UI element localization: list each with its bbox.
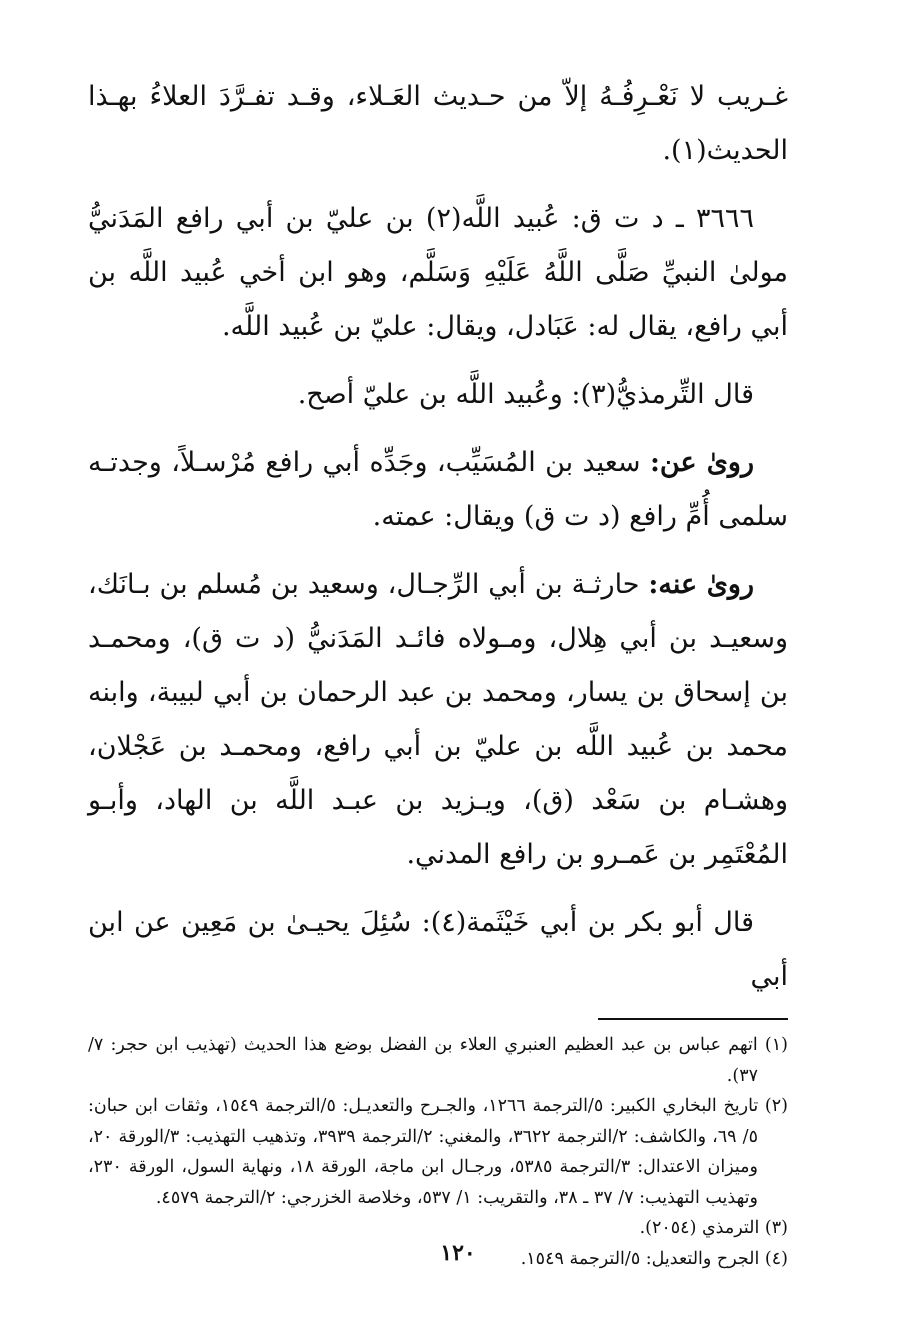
page-content: [88, 70, 788, 1274]
page-number: ١٢٠: [440, 1240, 476, 1266]
tirmidhi-remark: قال التِّرمذيُّ(٣): وعُبيد اللَّه بن عليّ أصح.: [297, 379, 754, 410]
footnote-3: (٣) الترمذي (٢٠٥٤).: [639, 1218, 788, 1238]
footnote-2: (٢) تاريخ البخاري الكبير: ٥/الترجمة ١٢٦٦، والجـرح والتعديـل: ٥/الترجمة ١٥٤٩، وثقات ابن حبان: ٥/ ٦٩، والكاشف: ٢/الترجمة ٣٦٢٢، والمغني: ٢/الترجمة ٣٩٣٩، وتذهيب التهذيب: ٣/الورقة ٢٠، وميزان الاعتدال: ٣/الترجمة ٥٣٨٥، ورجـال ابن ماجة، الورقة ١٨، ونهاية السول، الورقة ٢٣٠، وتهذيب التهذيب: ٧/ ٣٧ ـ ٣٨، والتقريب: ١/ ٥٣٧، وخلاصة الخزرجي: ٢/الترجمة ٤٥٧٩.: [88, 1096, 788, 1208]
paragraph-1: غـريب لا نَعْـرِفُـهُ إلاّ من حـديث العَـلاء، وقـد تفـرَّدَ العلاءُ بهـذا الحديث(١).: [88, 81, 788, 166]
narrated-from-text: سعيد بن المُسَيِّب، وجَدِّه أبي رافع مُرْسـلاً، وجدتـه سلمى أُمِّ رافع (د ت ق) ويقال: عمته.: [88, 447, 788, 532]
narrated-by-text: حارثـة بن أبي الرِّجـال، وسعيد بن مُسلم بن بـانَك، وسعيـد بن أبي هِلال، ومـولاه فائـد المَدَنيُّ (د ت ق)، ومحمـد بن إسحاق بن يسار، ومحمد بن عبد الرحمان بن أبي لبيبة، وابنه محمد بن عُبيد اللَّه بن عليّ بن أبي رافع، ومحمـد بن عَجْلان، وهشـام بن سَعْد (ق)، ويـزيد بن عبـد اللَّه بن الهاد، وأبـو المُعْتَمِر بن عَمـرو بن رافع المدني.: [88, 569, 788, 870]
footnotes: [88, 1030, 788, 1274]
footnote-1: (١) اتهم عباس بن عبد العظيم العنبري العلاء بن الفضل بوضع هذا الحديث (تهذيب ابن حجر: ٧/ ٣٧).: [88, 1035, 788, 1086]
narrated-by-label: روىٰ عنه:: [648, 569, 754, 600]
paragraph-abu-bakr: قال أبو بكر بن أبي خَيْثَمة(٤): سُئِلَ يحيـىٰ بن مَعِين عن ابن أبي: [88, 907, 788, 992]
footnote-4: (٤) الجرح والتعديل: ٥/الترجمة ١٥٤٩.: [520, 1248, 788, 1269]
main-text: [88, 70, 788, 1004]
entry-3666: ٣٦٦٦ ـ د ت ق: عُبيد اللَّه(٢) بن عليّ بن أبي رافع المَدَنيُّ مولىٰ النبيِّ صَلَّى اللَّهُ عَلَيْهِ وَسَلَّم، وهو ابن أخي عُبيد اللَّه بن أبي رافع، يقال له: عَبَادل، ويقال: عليّ بن عُبيد اللَّه.: [88, 203, 788, 342]
narrated-from-label: روىٰ عن:: [649, 447, 754, 478]
narrated-by: [88, 558, 788, 882]
footnote-divider: [598, 1018, 788, 1020]
narrated-from: [88, 436, 788, 544]
